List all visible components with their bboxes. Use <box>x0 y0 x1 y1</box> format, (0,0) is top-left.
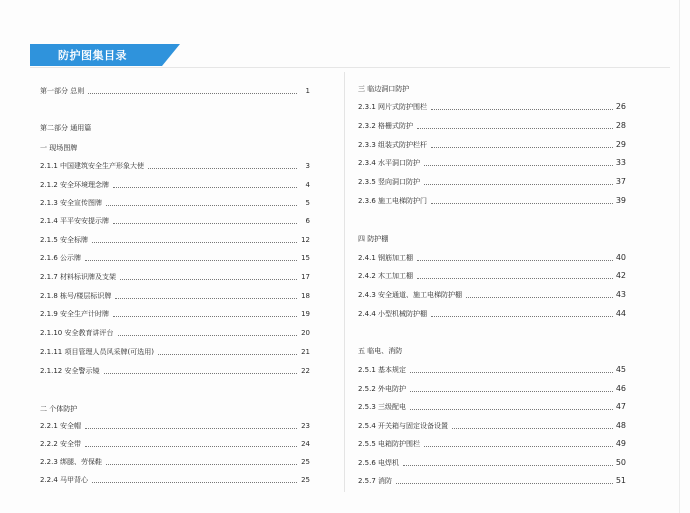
toc-entry[interactable] <box>358 477 626 485</box>
toc-entry[interactable] <box>40 441 310 448</box>
toc-entry-page: 1 <box>305 87 310 95</box>
toc-entry[interactable] <box>40 182 310 189</box>
toc-entry-label: 2.1.3 安全宣传图牌 <box>40 199 103 207</box>
toc-entry[interactable] <box>40 255 310 262</box>
leader-dots <box>410 391 613 392</box>
toc-entry[interactable] <box>40 459 310 466</box>
leader-dots <box>113 187 297 188</box>
toc-entry-page: 25 <box>301 476 310 484</box>
toc-entry-page: 15 <box>301 254 310 262</box>
part2-heading: 第二部分 通用篇 <box>40 124 92 132</box>
toc-entry[interactable] <box>358 122 626 130</box>
leader-dots <box>118 335 298 336</box>
toc-entry-page: 3 <box>305 162 310 170</box>
toc-entry-label: 2.1.5 安全标牌 <box>40 236 89 244</box>
leader-dots <box>424 165 613 166</box>
toc-entry-label: 第一部分 总则 <box>40 87 85 95</box>
toc-entry-page: 33 <box>615 158 626 167</box>
toc-entry-page: 26 <box>615 102 626 111</box>
toc-entry-page: 39 <box>615 196 626 205</box>
toc-entry-label: 2.5.3 三级配电 <box>358 403 407 411</box>
toc-entry-label: 2.3.6 施工电梯防护门 <box>358 197 428 205</box>
toc-entry[interactable] <box>40 423 310 430</box>
toc-entry-label: 2.1.4 平平安安提示牌 <box>40 217 110 225</box>
toc-entry-page: 43 <box>615 290 626 299</box>
leader-dots <box>113 316 297 317</box>
toc-entry-label: 2.1.8 栋号/楼层标识牌 <box>40 292 112 300</box>
toc-entry[interactable] <box>358 459 626 467</box>
toc-entry-page: 23 <box>301 422 310 430</box>
toc-entry-label: 2.4.2 木工加工棚 <box>358 272 414 280</box>
toc-entry[interactable] <box>40 311 310 318</box>
toc-entry-page: 50 <box>615 458 626 467</box>
leader-dots <box>410 372 613 373</box>
toc-entry[interactable] <box>40 330 310 337</box>
section3-heading: 三 临边洞口防护 <box>358 85 410 93</box>
toc-entry-part1[interactable] <box>40 88 310 95</box>
leader-dots <box>92 242 297 243</box>
toc-entry[interactable] <box>358 254 626 262</box>
toc-entry-page: 20 <box>301 329 310 337</box>
toc-entry-label: 2.4.3 安全通道、施工电梯防护棚 <box>358 291 463 299</box>
leader-dots <box>158 354 297 355</box>
toc-entry-label: 2.3.4 水平洞口防护 <box>358 159 421 167</box>
toc-entry-label: 2.3.5 竖向洞口防护 <box>358 178 421 186</box>
toc-entry-label: 2.1.9 安全生产计时牌 <box>40 310 110 318</box>
toc-entry-page: 18 <box>301 292 310 300</box>
leader-dots <box>115 298 297 299</box>
leader-dots <box>431 316 613 317</box>
toc-entry[interactable] <box>40 349 310 356</box>
leader-dots <box>452 428 613 429</box>
toc-entry-page: 21 <box>301 348 310 356</box>
toc-entry[interactable] <box>40 274 310 281</box>
toc-entry[interactable] <box>358 403 626 411</box>
toc-entry-page: 37 <box>615 177 626 186</box>
toc-entry[interactable] <box>358 159 626 167</box>
toc-entry[interactable] <box>40 200 310 207</box>
toc-entry[interactable] <box>358 197 626 205</box>
leader-dots <box>85 446 297 447</box>
leader-dots <box>113 223 297 224</box>
toc-entry-page: 51 <box>615 476 626 485</box>
toc-entry-page: 5 <box>305 199 310 207</box>
toc-entry-page: 22 <box>301 367 310 375</box>
leader-dots <box>424 184 613 185</box>
toc-entry-page: 24 <box>301 440 310 448</box>
toc-entry-label: 2.2.2 安全带 <box>40 440 82 448</box>
toc-entry[interactable] <box>358 366 626 374</box>
toc-entry[interactable] <box>358 103 626 111</box>
toc-entry[interactable] <box>358 141 626 149</box>
toc-entry[interactable] <box>40 163 310 170</box>
toc-entry-label: 2.2.3 绑腿、劳保鞋 <box>40 458 103 466</box>
leader-dots <box>431 109 613 110</box>
toc-entry[interactable] <box>40 237 310 244</box>
section2-heading: 二 个体防护 <box>40 405 78 413</box>
leader-dots <box>431 147 613 148</box>
toc-entry[interactable] <box>40 293 310 300</box>
toc-entry-label: 2.5.1 基本规定 <box>358 366 407 374</box>
toc-entry-label: 2.4.1 钢筋加工棚 <box>358 254 414 262</box>
section1-heading: 一 现场图牌 <box>40 144 78 152</box>
leader-dots <box>85 428 297 429</box>
toc-entry-page: 4 <box>305 181 310 189</box>
toc-entry-label: 2.5.7 消防 <box>358 477 393 485</box>
toc-entry[interactable] <box>40 368 310 375</box>
toc-entry-page: 25 <box>301 458 310 466</box>
toc-entry-label: 2.1.12 安全警示镜 <box>40 367 100 375</box>
toc-entry-page: 12 <box>301 236 310 244</box>
leader-dots <box>104 373 298 374</box>
toc-entry-label: 2.5.4 开关箱与固定设备设置 <box>358 422 449 430</box>
toc-entry-page: 49 <box>615 439 626 448</box>
page-title: 防护图集目录 <box>58 49 127 62</box>
toc-entry-label: 2.2.1 安全帽 <box>40 422 82 430</box>
column-divider <box>344 72 345 492</box>
leader-dots <box>106 205 297 206</box>
toc-entry-page: 28 <box>615 121 626 130</box>
toc-entry-page: 42 <box>615 271 626 280</box>
toc-entry[interactable] <box>358 440 626 448</box>
toc-entry-label: 2.1.10 安全教育讲评台 <box>40 329 114 337</box>
toc-entry-page: 29 <box>615 140 626 149</box>
leader-dots <box>85 260 297 261</box>
toc-entry-label: 2.1.11 项目管理人员风采牌(可选用) <box>40 348 154 356</box>
toc-entry-page: 45 <box>615 365 626 374</box>
section4-heading: 四 防护棚 <box>358 235 389 243</box>
toc-entry[interactable] <box>358 310 626 318</box>
leader-dots <box>396 483 613 484</box>
toc-entry-label: 2.5.2 外电防护 <box>358 385 407 393</box>
toc-entry-label: 2.1.7 材料标识牌及支架 <box>40 273 117 281</box>
leader-dots <box>92 482 297 483</box>
toc-entry[interactable] <box>40 477 310 484</box>
toc-entry-page: 47 <box>615 402 626 411</box>
leader-dots <box>424 446 613 447</box>
toc-entry-label: 2.5.5 电箱防护围栏 <box>358 440 421 448</box>
toc-entry-label: 2.2.4 马甲背心 <box>40 476 89 484</box>
leader-dots <box>431 203 613 204</box>
toc-entry-label: 2.5.6 电焊机 <box>358 459 400 467</box>
toc-entry-page: 44 <box>615 309 626 318</box>
toc-entry[interactable] <box>358 385 626 393</box>
toc-entry-label: 2.3.2 格栅式防护 <box>358 122 414 130</box>
toc-entry[interactable] <box>358 272 626 280</box>
toc-entry[interactable] <box>358 291 626 299</box>
leader-dots <box>466 297 613 298</box>
toc-entry[interactable] <box>358 422 626 430</box>
page-edge <box>679 0 680 513</box>
leader-dots <box>417 278 613 279</box>
toc-entry-label: 2.1.6 公示牌 <box>40 254 82 262</box>
toc-entry-page: 19 <box>301 310 310 318</box>
leader-dots <box>417 260 613 261</box>
leader-dots <box>88 93 297 94</box>
toc-entry-page: 48 <box>615 421 626 430</box>
toc-entry-label: 2.4.4 小型机械防护棚 <box>358 310 428 318</box>
section5-heading: 五 临电、消防 <box>358 347 403 355</box>
leader-dots <box>410 409 613 410</box>
toc-entry-page: 40 <box>615 253 626 262</box>
toc-entry-page: 6 <box>305 217 310 225</box>
toc-entry[interactable] <box>358 178 626 186</box>
toc-entry-label: 2.1.1 中国建筑安全生产形象大使 <box>40 162 145 170</box>
toc-entry-page: 17 <box>301 273 310 281</box>
toc-entry-label: 2.3.1 网片式防护围栏 <box>358 103 428 111</box>
leader-dots <box>106 464 297 465</box>
toc-entry[interactable] <box>40 218 310 225</box>
leader-dots <box>403 465 613 466</box>
title-underline <box>30 67 670 68</box>
toc-entry-label: 2.1.2 安全环境理念牌 <box>40 181 110 189</box>
leader-dots <box>148 168 297 169</box>
leader-dots <box>417 128 613 129</box>
leader-dots <box>120 279 297 280</box>
toc-entry-page: 46 <box>615 384 626 393</box>
toc-entry-label: 2.3.3 组装式防护栏杆 <box>358 141 428 149</box>
